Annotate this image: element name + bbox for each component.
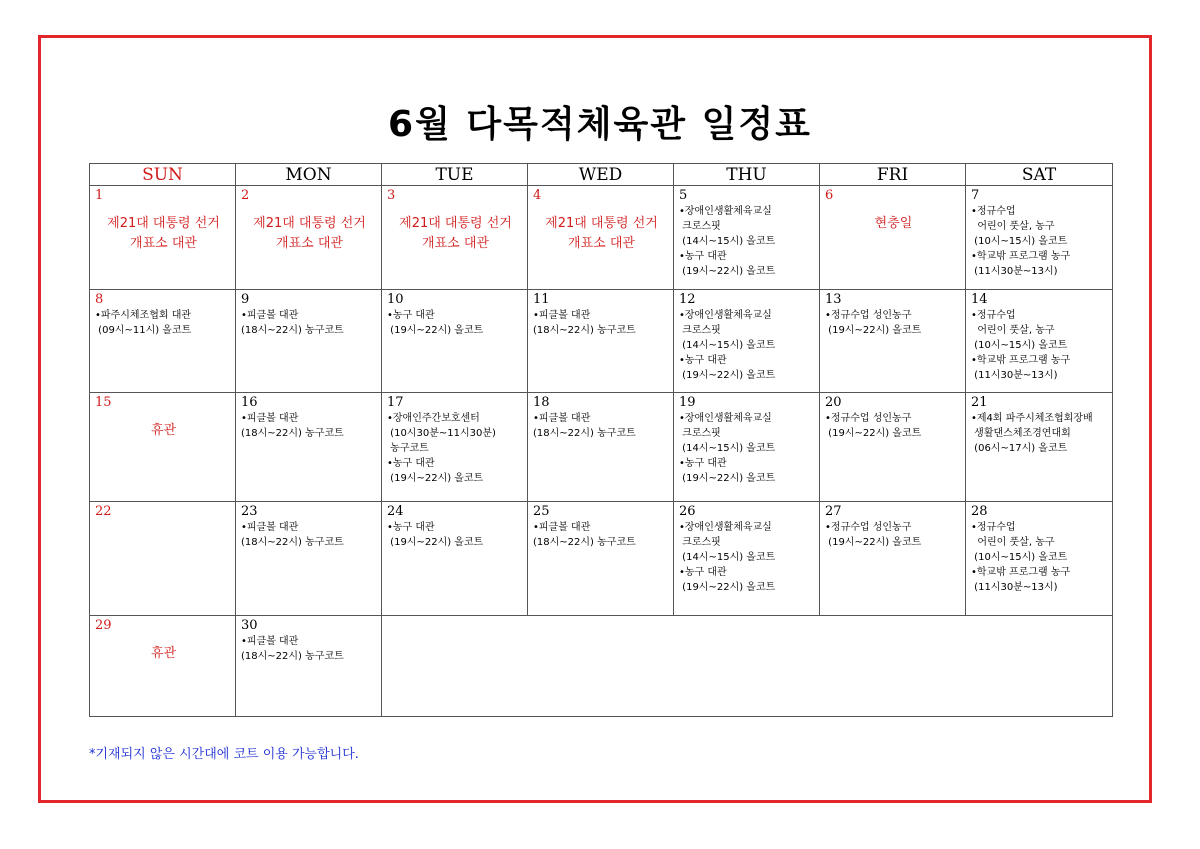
day-number: 29 <box>95 618 112 633</box>
day-number: 2 <box>241 188 250 203</box>
day-cell <box>528 186 674 290</box>
day-number: 19 <box>679 395 696 410</box>
day-cell <box>966 502 1113 616</box>
day-cell <box>528 393 674 502</box>
day-number: 7 <box>971 188 980 203</box>
event-line: •정규수업 <box>971 206 1016 217</box>
day-number: 11 <box>533 292 550 307</box>
weekday-mon: MON <box>236 164 382 186</box>
day-cell <box>820 290 966 393</box>
event-line: (19시~22시) 올코트 <box>825 428 922 439</box>
event-line: (19시~22시) 올코트 <box>679 582 776 593</box>
day-cell <box>674 502 820 616</box>
week-row <box>90 502 1113 616</box>
day-cell <box>90 616 236 717</box>
event-line: (18시~22시) 농구코트 <box>533 537 636 548</box>
day-notice <box>95 644 232 664</box>
day-cell <box>820 393 966 502</box>
day-cell <box>236 502 382 616</box>
week-row <box>90 186 1113 290</box>
event-line: •제4회 파주시체조협회장배 <box>971 413 1093 424</box>
event-line: •농구 대관 <box>387 458 435 469</box>
day-notice <box>95 214 232 254</box>
event-line: (10시~15시) 올코트 <box>971 552 1068 563</box>
day-cell <box>382 502 528 616</box>
day-number: 16 <box>241 395 258 410</box>
week-row <box>90 290 1113 393</box>
event-line: (18시~22시) 농구코트 <box>533 428 636 439</box>
weekday-sun: SUN <box>90 164 236 186</box>
day-cell <box>674 186 820 290</box>
weekday-fri: FRI <box>820 164 966 186</box>
day-number: 23 <box>241 504 258 519</box>
event-line: •정규수업 성인농구 <box>825 310 912 321</box>
day-cell <box>528 502 674 616</box>
day-cell <box>674 290 820 393</box>
week-row <box>90 616 1113 717</box>
day-notice-line: 제21대 대통령 선거 <box>107 216 220 231</box>
day-number: 10 <box>387 292 404 307</box>
day-number: 25 <box>533 504 550 519</box>
day-cell <box>382 290 528 393</box>
event-line: 생활댄스체조경연대회 <box>971 428 1071 439</box>
day-cell <box>236 186 382 290</box>
event-line: •학교밖 프로그램 농구 <box>971 567 1071 578</box>
event-line: 크로스핏 <box>679 221 721 232</box>
day-notice-line: 휴관 <box>150 423 177 438</box>
event-line: 크로스핏 <box>679 325 721 336</box>
day-notice-line: 개표소 대관 <box>276 236 343 251</box>
event-line: (14시~15시) 올코트 <box>679 236 776 247</box>
event-line: (19시~22시) 올코트 <box>825 537 922 548</box>
event-line: (11시30분~13시) <box>971 370 1058 381</box>
day-cell <box>820 186 966 290</box>
day-cell <box>382 186 528 290</box>
day-number: 12 <box>679 292 696 307</box>
event-line: (11시30분~13시) <box>971 266 1058 277</box>
event-line: (19시~22시) 올코트 <box>387 473 484 484</box>
day-notice-line: 개표소 대관 <box>568 236 635 251</box>
day-number: 18 <box>533 395 550 410</box>
event-line: (09시~11시) 올코트 <box>95 325 192 336</box>
day-number: 15 <box>95 395 112 410</box>
event-line: •파주시체조협회 대관 <box>95 310 192 321</box>
day-cell <box>674 393 820 502</box>
event-line: (18시~22시) 농구코트 <box>241 537 344 548</box>
event-line: (18시~22시) 농구코트 <box>241 651 344 662</box>
day-notice-line: 제21대 대통령 선거 <box>399 216 512 231</box>
event-line: •농구 대관 <box>387 310 435 321</box>
event-line: (18시~22시) 농구코트 <box>241 325 344 336</box>
event-line: •피클볼 대관 <box>241 522 299 533</box>
weekday-header-row <box>90 164 1113 186</box>
event-line: (14시~15시) 올코트 <box>679 552 776 563</box>
day-cell <box>382 393 528 502</box>
event-line: (19시~22시) 올코트 <box>825 325 922 336</box>
day-number: 26 <box>679 504 696 519</box>
event-line: 크로스핏 <box>679 537 721 548</box>
day-notice-line: 개표소 대관 <box>422 236 489 251</box>
event-line: •농구 대관 <box>679 567 727 578</box>
day-cell <box>236 393 382 502</box>
day-number: 3 <box>387 188 396 203</box>
day-notice <box>95 421 232 441</box>
event-line: •피클볼 대관 <box>241 636 299 647</box>
event-line: 농구코트 <box>387 443 429 454</box>
event-line: •정규수업 <box>971 310 1016 321</box>
day-cell <box>90 502 236 616</box>
event-line: •농구 대관 <box>679 355 727 366</box>
event-line: •피클볼 대관 <box>241 310 299 321</box>
week-row <box>90 393 1113 502</box>
event-line: 크로스핏 <box>679 428 721 439</box>
day-notice-line: 개표소 대관 <box>130 236 197 251</box>
event-line: •학교밖 프로그램 농구 <box>971 355 1071 366</box>
event-line: •장애인생활체육교실 <box>679 206 772 217</box>
event-line: (14시~15시) 올코트 <box>679 340 776 351</box>
event-line: •장애인생활체육교실 <box>679 310 772 321</box>
day-number: 21 <box>971 395 988 410</box>
day-cell <box>90 290 236 393</box>
event-line: (10시~15시) 올코트 <box>971 236 1068 247</box>
event-line: •피클볼 대관 <box>533 310 591 321</box>
event-line: •장애인생활체육교실 <box>679 413 772 424</box>
day-number: 8 <box>95 292 104 307</box>
weekday-thu: THU <box>674 164 820 186</box>
event-line: •피클볼 대관 <box>533 522 591 533</box>
event-line: (06시~17시) 올코트 <box>971 443 1068 454</box>
day-notice <box>825 214 962 234</box>
event-line: •정규수업 성인농구 <box>825 522 912 533</box>
day-number: 1 <box>95 188 104 203</box>
event-line: •피클볼 대관 <box>533 413 591 424</box>
event-line: (10시30분~11시30분) <box>387 428 496 439</box>
day-cell <box>966 393 1113 502</box>
event-line: (11시30분~13시) <box>971 582 1058 593</box>
day-notice <box>241 214 378 254</box>
event-line: 어린이 풋살, 농구 <box>971 537 1055 548</box>
day-cell <box>236 290 382 393</box>
day-cell <box>90 393 236 502</box>
event-line: •피클볼 대관 <box>241 413 299 424</box>
page-title: 6월 다목적체육관 일정표 <box>388 104 812 145</box>
event-line: (19시~22시) 올코트 <box>679 266 776 277</box>
empty-cell <box>382 616 1113 717</box>
event-line: (10시~15시) 올코트 <box>971 340 1068 351</box>
weekday-wed: WED <box>528 164 674 186</box>
event-line: (18시~22시) 농구코트 <box>533 325 636 336</box>
day-cell <box>90 186 236 290</box>
day-number: 30 <box>241 618 258 633</box>
day-cell <box>966 290 1113 393</box>
day-notice-line: 제21대 대통령 선거 <box>253 216 366 231</box>
day-cell <box>820 502 966 616</box>
day-number: 22 <box>95 504 112 519</box>
day-number: 13 <box>825 292 842 307</box>
day-cell <box>966 186 1113 290</box>
day-cell <box>528 290 674 393</box>
day-number: 6 <box>825 188 834 203</box>
event-line: •정규수업 <box>971 522 1016 533</box>
event-line: 어린이 풋살, 농구 <box>971 325 1055 336</box>
event-line: •장애인주간보호센터 <box>387 413 480 424</box>
event-line: •학교밖 프로그램 농구 <box>971 251 1071 262</box>
event-line: •농구 대관 <box>679 251 727 262</box>
day-number: 17 <box>387 395 404 410</box>
day-notice-line: 제21대 대통령 선거 <box>545 216 658 231</box>
day-cell <box>236 616 382 717</box>
day-number: 4 <box>533 188 542 203</box>
day-number: 20 <box>825 395 842 410</box>
day-number: 24 <box>387 504 404 519</box>
day-number: 27 <box>825 504 842 519</box>
event-line: •장애인생활체육교실 <box>679 522 772 533</box>
day-number: 14 <box>971 292 988 307</box>
day-number: 9 <box>241 292 250 307</box>
day-notice-line: 휴관 <box>150 646 177 661</box>
event-line: (19시~22시) 올코트 <box>387 325 484 336</box>
event-line: (14시~15시) 올코트 <box>679 443 776 454</box>
day-number: 5 <box>679 188 688 203</box>
event-line: (19시~22시) 올코트 <box>679 473 776 484</box>
day-notice <box>533 214 670 254</box>
day-number: 28 <box>971 504 988 519</box>
event-line: •농구 대관 <box>387 522 435 533</box>
event-line: •정규수업 성인농구 <box>825 413 912 424</box>
day-notice <box>387 214 524 254</box>
event-line: (19시~22시) 올코트 <box>387 537 484 548</box>
weekday-sat: SAT <box>966 164 1113 186</box>
calendar-table <box>89 163 1113 717</box>
footnote: *기재되지 않은 시간대에 코트 이용 가능합니다. <box>89 747 359 762</box>
event-line: •농구 대관 <box>679 458 727 469</box>
event-line: 어린이 풋살, 농구 <box>971 221 1055 232</box>
event-line: (18시~22시) 농구코트 <box>241 428 344 439</box>
weekday-tue: TUE <box>382 164 528 186</box>
day-notice-line: 현충일 <box>874 216 913 231</box>
event-line: (19시~22시) 올코트 <box>679 370 776 381</box>
